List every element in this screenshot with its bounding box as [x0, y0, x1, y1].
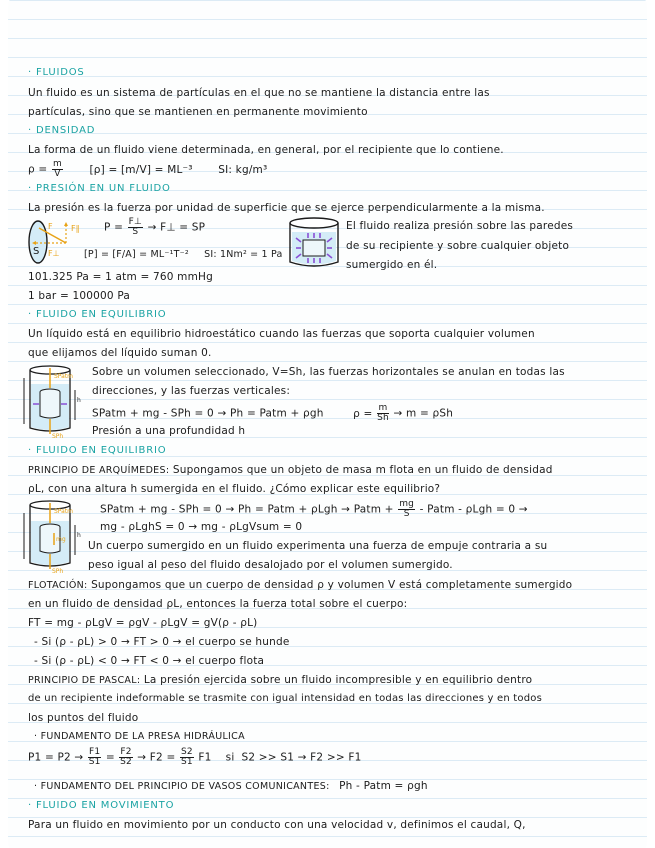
- archimedes-diagram-icon: [18, 499, 82, 575]
- equilibrium-equation: [92, 404, 453, 423]
- archimedes-title: PRINCIPIO DE ARQUÍMEDES:: [28, 465, 170, 476]
- equation: Ph - Patm = ρgh: [339, 780, 428, 792]
- text-line: 101.325 Pa = 1 atm = 760 mmHg: [28, 271, 213, 283]
- text-line: La forma de un fluido viene determinada, en general, por el recipiente que lo contiene.: [28, 144, 504, 156]
- hydraulic-press-equation: [28, 748, 361, 767]
- text-line: La presión es la fuerza por unidad de superficie que se ejerce perpendicularmente a la misma.: [28, 202, 545, 214]
- equation: P1 = P2 →: [28, 751, 84, 764]
- text-line: 1 bar = 100000 Pa: [28, 290, 131, 302]
- svg-text:SPh: SPh: [52, 568, 64, 575]
- equation: =: [105, 751, 115, 764]
- hydrostatic-column-diagram-icon: [18, 364, 82, 440]
- denominator: Sh: [377, 413, 389, 423]
- svg-text:SPatm: SPatm: [54, 508, 74, 515]
- text-line: sumergido en él.: [346, 259, 438, 271]
- density-formula: [28, 160, 267, 179]
- denominator: S: [132, 227, 139, 237]
- flotation-case-sink: - Si (ρ - ρL) > 0 → FT > 0 → el cuerpo se hunde: [34, 636, 290, 648]
- text-line: Supongamos que un objeto de masa m flota en un fluido de densidad: [172, 464, 553, 476]
- archimedes-equation-1: [100, 500, 528, 519]
- text-line: direcciones, y las fuerzas verticales:: [92, 385, 291, 397]
- heading-presion: · PRESIÓN EN UN FLUIDO: [28, 183, 171, 194]
- svg-text:h: h: [77, 397, 81, 404]
- svg-text:F: F: [48, 222, 53, 231]
- dimension: [ρ] = [m/V] = ML⁻³: [89, 163, 193, 176]
- fraction: [52, 160, 63, 179]
- text-line: peso igual al peso del fluido desalojado por el volumen sumergido.: [88, 559, 453, 571]
- numerator: F⊥: [128, 217, 143, 227]
- heading-equilibrio: · FLUIDO EN EQUILIBRIO: [28, 309, 167, 320]
- text-line: El fluido realiza presión sobre las paredes: [346, 220, 574, 232]
- text-line: Un líquido está en equilibrio hidroestático cuando las fuerzas que soporta cualquier volumen: [28, 328, 535, 340]
- numerator: F1: [88, 747, 101, 757]
- equation: F1 si S2 >> S1 → F2 >> F1: [198, 751, 362, 764]
- pascal-title: PRINCIPIO DE PASCAL:: [28, 675, 141, 686]
- numerator: m: [52, 159, 62, 169]
- fraction: [398, 500, 415, 519]
- denominator: S: [403, 509, 410, 519]
- numerator: F2: [120, 747, 132, 757]
- text-line: los puntos del fluido: [28, 712, 139, 724]
- pressure-formula: [104, 218, 205, 237]
- svg-text:SPh: SPh: [52, 433, 64, 440]
- denominator: S1: [88, 757, 101, 767]
- heading-densidad: · DENSIDAD: [28, 125, 96, 136]
- svg-text:SPatm: SPatm: [54, 373, 74, 380]
- svg-text:S: S: [33, 246, 40, 257]
- formula-part: → F⊥ = SP: [147, 221, 206, 234]
- communicating-vessels-line: [34, 779, 428, 794]
- text-line: Supongamos que un cuerpo de densidad ρ y volumen V está completamente sumergido: [91, 579, 573, 591]
- archimedes-equation-2: mg - ρLghS = 0 → mg - ρLgVsum = 0: [100, 521, 303, 533]
- text-line: Sobre un volumen seleccionado, V=Sh, las fuerzas horizontales se anulan en todas las: [92, 366, 565, 378]
- fraction: [377, 404, 389, 423]
- text-line: La presión ejercida sobre un fluido incompresible y en equilibrio dentro: [143, 674, 533, 686]
- equation: → F2 =: [137, 751, 176, 764]
- text-line: ρL, con una altura h sumergida en el fluido. ¿Cómo explicar este equilibrio?: [28, 483, 441, 495]
- denominator: S2: [120, 757, 132, 767]
- text-line: partículas, sino que se mantienen en permanente movimiento: [28, 106, 368, 118]
- heading-movimiento: · FLUIDO EN MOVIMIENTO: [28, 800, 175, 811]
- flotation-title: FLOTACIÓN:: [28, 580, 88, 591]
- denominator: V: [54, 169, 61, 179]
- si-unit: SI: 1Nm² = 1 Pa: [204, 249, 283, 260]
- flotation-case-float: - Si (ρ - ρL) < 0 → FT < 0 → el cuerpo flota: [34, 655, 265, 667]
- dimension: [P] = [F/A] = ML⁻¹T⁻²: [84, 249, 189, 260]
- numerator: mg: [399, 499, 415, 509]
- equation: SPatm + mg - SPh = 0 → Ph = Patm + ρLgh → Patm +: [100, 503, 394, 516]
- formula-part: → m = ρSh: [393, 407, 454, 420]
- text-line: Un fluido es un sistema de partículas en el que no se mantiene la distancia entre las: [28, 87, 490, 99]
- text-line: de un recipiente indeformable se trasmite con igual intensidad en todas las direcciones y en todos: [28, 693, 543, 704]
- text-line: Para un fluido en movimiento por un conducto con una velocidad v, definimos el caudal, Q,: [28, 819, 526, 831]
- container-pressure-diagram-icon: [286, 216, 342, 270]
- numerator: m: [378, 403, 388, 413]
- svg-text:F∥: F∥: [71, 224, 80, 233]
- formula-part: P =: [104, 221, 124, 234]
- fraction: [88, 748, 101, 767]
- equation: - Patm - ρLgh = 0 →: [419, 503, 528, 516]
- text-line: que elijamos del líquido suman 0.: [28, 347, 212, 359]
- heading-equilibrio-2: · FLUIDO EN EQUILIBRIO: [28, 445, 167, 456]
- denominator: S1: [181, 757, 193, 767]
- pascal-intro: [28, 673, 532, 688]
- svg-text:F⊥: F⊥: [48, 249, 60, 258]
- si-unit: SI: kg/m³: [218, 163, 268, 176]
- text-line: Un cuerpo sumergido en un fluido experimenta una fuerza de empuje contraria a su: [88, 540, 548, 552]
- pressure-dimension: [84, 248, 283, 262]
- formula-part: ρ =: [28, 163, 48, 176]
- text-line: en un fluido de densidad ρL, entonces la fuerza total sobre el cuerpo:: [28, 598, 408, 610]
- communicating-vessels-subheading: · FUNDAMENTO DEL PRINCIPIO DE VASOS COMUNICANTES:: [34, 781, 330, 792]
- hydraulic-press-subheading: · FUNDAMENTO DE LA PRESA HIDRÁULICA: [34, 731, 245, 742]
- svg-text:h: h: [77, 532, 81, 539]
- svg-text:mg: mg: [56, 536, 66, 543]
- formula-part: ρ =: [353, 407, 373, 420]
- heading-fluidos: · FLUIDOS: [28, 67, 85, 78]
- flotation-intro: [28, 578, 572, 593]
- flotation-equation: FT = mg - ρLgV = ρgV - ρLgV = gV(ρ - ρL): [28, 617, 258, 629]
- fraction: [128, 218, 143, 237]
- fraction: [119, 748, 132, 767]
- equation: SPatm + mg - SPh = 0 → Ph = Patm + ρgh: [92, 407, 324, 420]
- numerator: S2: [181, 747, 193, 757]
- fraction: [180, 748, 194, 767]
- archimedes-intro: [28, 463, 553, 478]
- text-line: Presión a una profundidad h: [92, 425, 246, 437]
- text-line: de su recipiente y sobre cualquier objeto: [346, 240, 570, 252]
